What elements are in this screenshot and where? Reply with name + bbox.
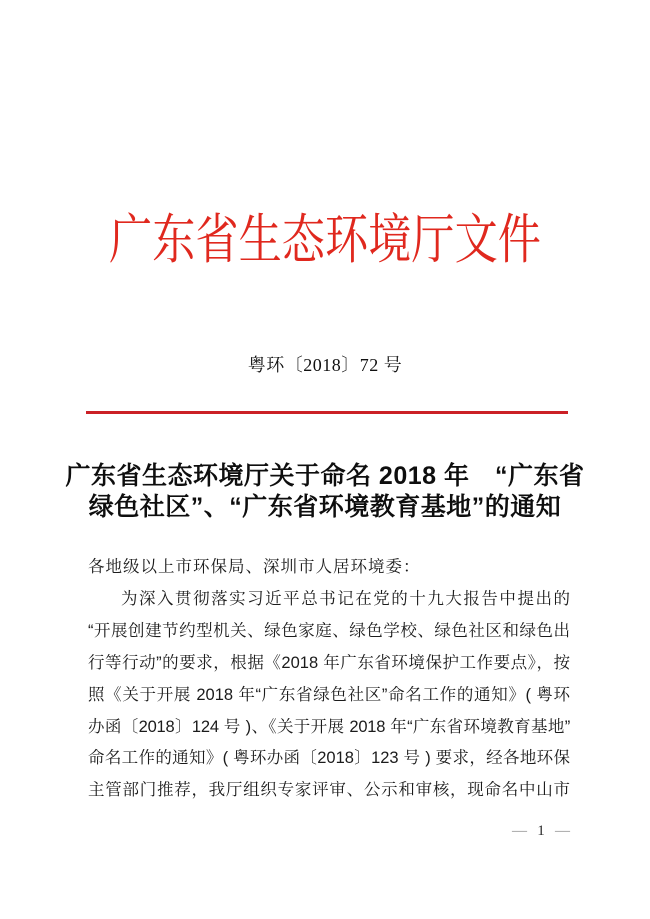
paragraph-line-6: 命名工作的通知》( 粤环办函〔2018〕123 号 ) 要求，经各地环保 [88,749,570,768]
page-number-value: 1 [537,823,545,839]
paragraph-line-2: “开展创建节约型机关、绿色家庭、绿色学校、绿色社区和绿色出 [88,621,570,640]
paragraph-line-3: 行等行动”的要求，根据《2018 年广东省环境保护工作要点》，按 [88,653,570,672]
subject-title-line-2: 绿色社区”、“广东省环境教育基地”的通知 [88,493,562,521]
document-number: 粤环〔2018〕72 号 [247,355,403,375]
subject-title [30,461,620,523]
paragraph-line-1: 为深入贯彻落实习近平总书记在党的十九大报告中提出的 [121,589,570,608]
agency-title-text: 广东省生态环境厅文件 [109,210,541,270]
red-divider-rule [86,411,568,414]
page-number [512,823,570,840]
paragraph-line-7: 主管部门推荐，我厅组织专家评审、公示和审核，现命名中山市 [88,781,570,800]
body-text [88,552,570,807]
salutation: 各地级以上市环保局、深圳市人居环境委： [88,558,421,576]
agency-header [0,212,650,268]
subject-title-line-1: 广东省生态环境厅关于命名 2018 年 “广东省 [65,462,585,490]
page-number-dash-left: — [512,823,527,839]
paragraph-line-5: 办函〔2018〕124 号 )、《关于开展 2018 年“广东省环境教育基地” [88,717,570,736]
page-number-dash-right: — [555,823,570,839]
paragraph-line-4: 照《关于开展 2018 年“广东省绿色社区”命名工作的通知》( 粤环 [88,685,570,704]
